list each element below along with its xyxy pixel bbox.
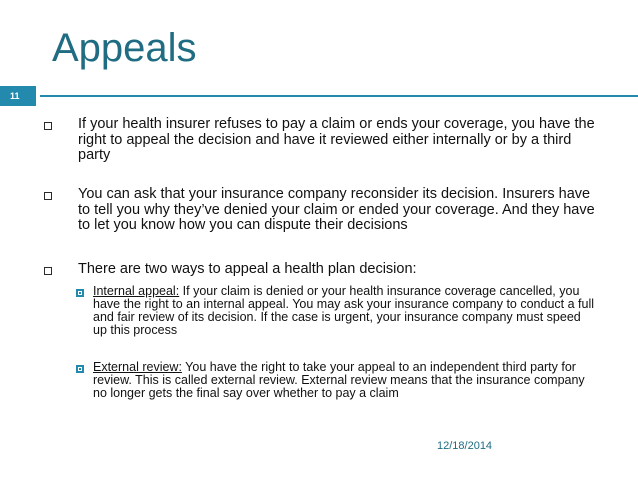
- sub-bullet-term: External review:: [93, 360, 182, 374]
- sub-bullet-item: [76, 361, 596, 400]
- sub-bullet-item: [76, 285, 596, 337]
- filled-square-bullet-icon: [76, 289, 84, 297]
- sub-bullet-text: [93, 285, 596, 337]
- bullet-text: There are two ways to appeal a health plan decision:: [78, 261, 417, 277]
- title-divider: [40, 95, 638, 97]
- filled-square-bullet-icon: [76, 365, 84, 373]
- bullet-item: [44, 262, 600, 278]
- sub-bullet-body: If your claim is denied or your health insurance coverage cancelled, you have the right to an internal appeal. You may ask your insurance company to conduct a full and fair review of its decision. If the case is urgent, your insurance company must speed up this process: [93, 284, 595, 337]
- slide-title: Appeals: [52, 26, 197, 70]
- bullet-text: You can ask that your insurance company reconsider its decision. Insurers have to tell you why they’ve denied your claim or ended your coverage. And they have to let you know how you can dispute their decisions: [78, 186, 595, 233]
- sub-bullet-term: Internal appeal:: [93, 284, 180, 298]
- bullet-item: [44, 117, 600, 164]
- footer-date: 12/18/2014: [437, 440, 493, 452]
- bullet-item: [44, 187, 600, 234]
- square-bullet-icon: [44, 192, 52, 200]
- slide-number: 11: [0, 86, 36, 106]
- bullet-text: If your health insurer refuses to pay a claim or ends your coverage, you have the right to appeal the decision and have it reviewed either internally or by a third party: [78, 116, 595, 163]
- sub-bullet-text: [93, 361, 596, 400]
- square-bullet-icon: [44, 122, 52, 130]
- sub-bullet-body: You have the right to take your appeal to an independent third party for review. This is called external review. External review means that the insurance company no longer gets the final say over whether to pay a claim: [93, 360, 585, 400]
- square-bullet-icon: [44, 267, 52, 275]
